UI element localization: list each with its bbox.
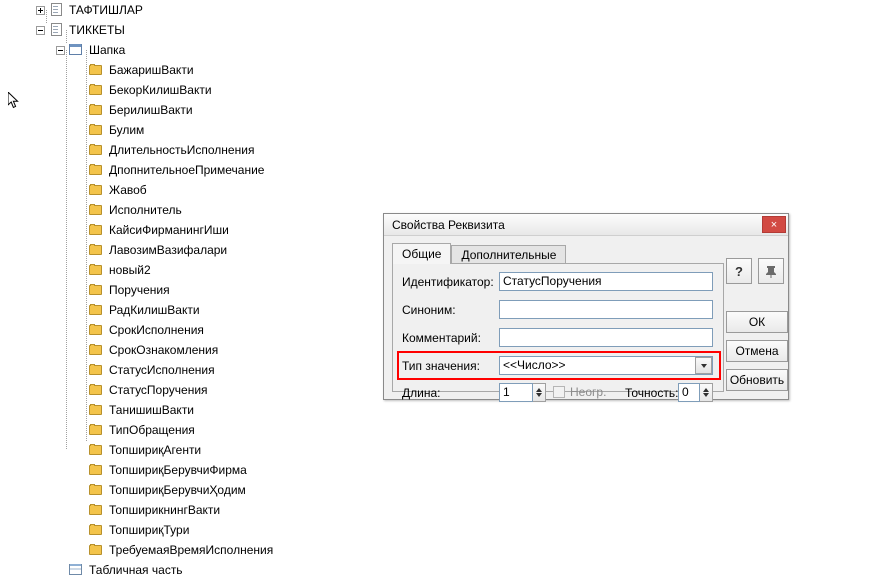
dialog-titlebar[interactable] (384, 214, 788, 236)
attribute-icon (89, 83, 105, 97)
tree-item-table-part[interactable] (0, 560, 470, 580)
unlimited-label: Неогр. (570, 385, 607, 399)
tree-item-label: ТопшириқБерувчиҲодим (109, 483, 246, 497)
tree-item-label: ТопшириқАгенти (109, 443, 202, 457)
update-button[interactable]: Обновить (726, 369, 788, 391)
tree-item-label: Поручения (109, 283, 170, 297)
pin-icon (764, 264, 778, 278)
attribute-icon (89, 163, 105, 177)
tree-item-label: ТопшириқБерувчиФирма (109, 463, 247, 477)
tree-item-label: БекорКилишВакти (109, 83, 212, 97)
attribute-icon (89, 403, 105, 417)
pin-button[interactable] (758, 258, 784, 284)
tree-item-label: новый2 (109, 263, 151, 277)
attribute-icon (89, 203, 105, 217)
attribute-icon (89, 363, 105, 377)
attribute-icon (89, 383, 105, 397)
attribute-icon (89, 183, 105, 197)
expander-icon[interactable] (56, 46, 65, 55)
attribute-icon (89, 323, 105, 337)
comment-label: Комментарий: (402, 331, 481, 345)
tree-item-label: СтатусПоручения (109, 383, 208, 397)
tree-item-label: ДлительностьИсполнения (109, 143, 255, 157)
dialog-body (384, 236, 788, 400)
tree-item-attribute[interactable] (0, 480, 470, 500)
attribute-icon (89, 103, 105, 117)
precision-label: Точность: (625, 386, 679, 400)
tree-item-label: ДпопнительноеПримечание (109, 163, 265, 177)
attribute-icon (89, 303, 105, 317)
header-icon (69, 43, 85, 57)
value-type-label: Тип значения: (402, 359, 480, 373)
precision-stepper[interactable] (700, 383, 713, 402)
attribute-icon (89, 263, 105, 277)
help-button[interactable] (726, 258, 752, 284)
length-input[interactable]: 1 (499, 383, 533, 402)
tree-item-attribute[interactable] (0, 160, 470, 180)
table-part-icon (69, 563, 85, 577)
tab-panel-general (392, 263, 724, 400)
synonym-input[interactable] (499, 300, 713, 319)
tree-item-attribute[interactable] (0, 440, 470, 460)
attribute-icon (89, 523, 105, 537)
tree-item-label: ТопширикнингВакти (109, 503, 221, 517)
attribute-icon (89, 243, 105, 257)
precision-input[interactable]: 0 (678, 383, 700, 402)
attribute-icon (89, 463, 105, 477)
tree-item-attribute[interactable] (0, 120, 470, 140)
length-stepper[interactable] (533, 383, 546, 402)
tree-item-label: Табличная часть (89, 563, 183, 577)
tree-item-label: БерилишВакти (109, 103, 193, 117)
tree-item-label: ТанишишВакти (109, 403, 195, 417)
tree-item-attribute[interactable] (0, 80, 470, 100)
close-button[interactable]: × (762, 216, 786, 233)
dialog-title: Свойства Реквизита (392, 217, 505, 232)
tree-item-label: ЛавозимВазифалари (109, 243, 228, 257)
unlimited-checkbox[interactable] (553, 386, 565, 398)
identifier-input[interactable]: СтатусПоручения (499, 272, 713, 291)
tree-item-attribute[interactable] (0, 180, 470, 200)
comment-input[interactable] (499, 328, 713, 347)
tree-item-attribute[interactable] (0, 540, 470, 560)
tab-general[interactable]: Общие (392, 243, 451, 264)
attribute-icon (89, 143, 105, 157)
tree-item-label: Булим (109, 123, 145, 137)
tab-strip[interactable] (392, 244, 724, 264)
document-icon (49, 23, 65, 37)
tree-item-attribute[interactable] (0, 520, 470, 540)
attribute-icon (89, 423, 105, 437)
tree-item-label: Жавоб (109, 183, 147, 197)
tree-item-label: БажаришВакти (109, 63, 194, 77)
tree-item-label: ТребуемаяВремяИсполнения (109, 543, 274, 557)
tree-item-label: ТИККЕТЫ (69, 23, 125, 37)
tree-item-label: Исполнитель (109, 203, 182, 217)
tree-item-taftishlar[interactable] (0, 0, 470, 20)
tree-item-attribute[interactable] (0, 100, 470, 120)
expander-icon[interactable] (36, 26, 45, 35)
tree-item-label: ТипОбращения (109, 423, 195, 437)
attribute-icon (89, 123, 105, 137)
tree-item-label: ТопшириқТури (109, 523, 190, 537)
ok-button[interactable]: ОК (726, 311, 788, 333)
tree-item-label: СрокОзнакомления (109, 343, 219, 357)
attribute-icon (89, 223, 105, 237)
attribute-icon (89, 543, 105, 557)
tree-item-attribute[interactable] (0, 460, 470, 480)
synonym-label: Синоним: (402, 303, 456, 317)
attribute-icon (89, 283, 105, 297)
tree-item-label: ТАФТИШЛАР (69, 3, 143, 17)
tree-item-label: КайсиФирманингИши (109, 223, 229, 237)
chevron-down-icon[interactable] (695, 357, 712, 374)
document-icon (49, 3, 65, 17)
attribute-icon (89, 343, 105, 357)
tab-additional[interactable]: Дополнительные (451, 245, 566, 264)
tree-item-attribute[interactable] (0, 400, 470, 420)
tree-item-shapka[interactable] (0, 40, 470, 60)
tree-item-attribute[interactable] (0, 420, 470, 440)
tree-item-attribute[interactable] (0, 500, 470, 520)
cancel-button[interactable]: Отмена (726, 340, 788, 362)
attribute-icon (89, 443, 105, 457)
tree-item-attribute[interactable] (0, 60, 470, 80)
attribute-icon (89, 483, 105, 497)
value-type-combo[interactable]: <<Число>> (499, 356, 713, 375)
expander-icon[interactable] (36, 6, 45, 15)
tree-item-tikkety[interactable] (0, 20, 470, 40)
attribute-icon (89, 63, 105, 77)
tree-item-label: Шапка (89, 43, 126, 57)
tree-item-label: СрокИсполнения (109, 323, 204, 337)
tree-item-label: СтатусИсполнения (109, 363, 215, 377)
attribute-properties-dialog[interactable] (383, 213, 789, 400)
help-icon: ? (735, 263, 743, 279)
attribute-icon (89, 503, 105, 517)
tree-item-label: РадКилишВакти (109, 303, 200, 317)
tree-item-attribute[interactable] (0, 140, 470, 160)
length-label: Длина: (402, 386, 441, 400)
identifier-label: Идентификатор: (402, 275, 494, 289)
